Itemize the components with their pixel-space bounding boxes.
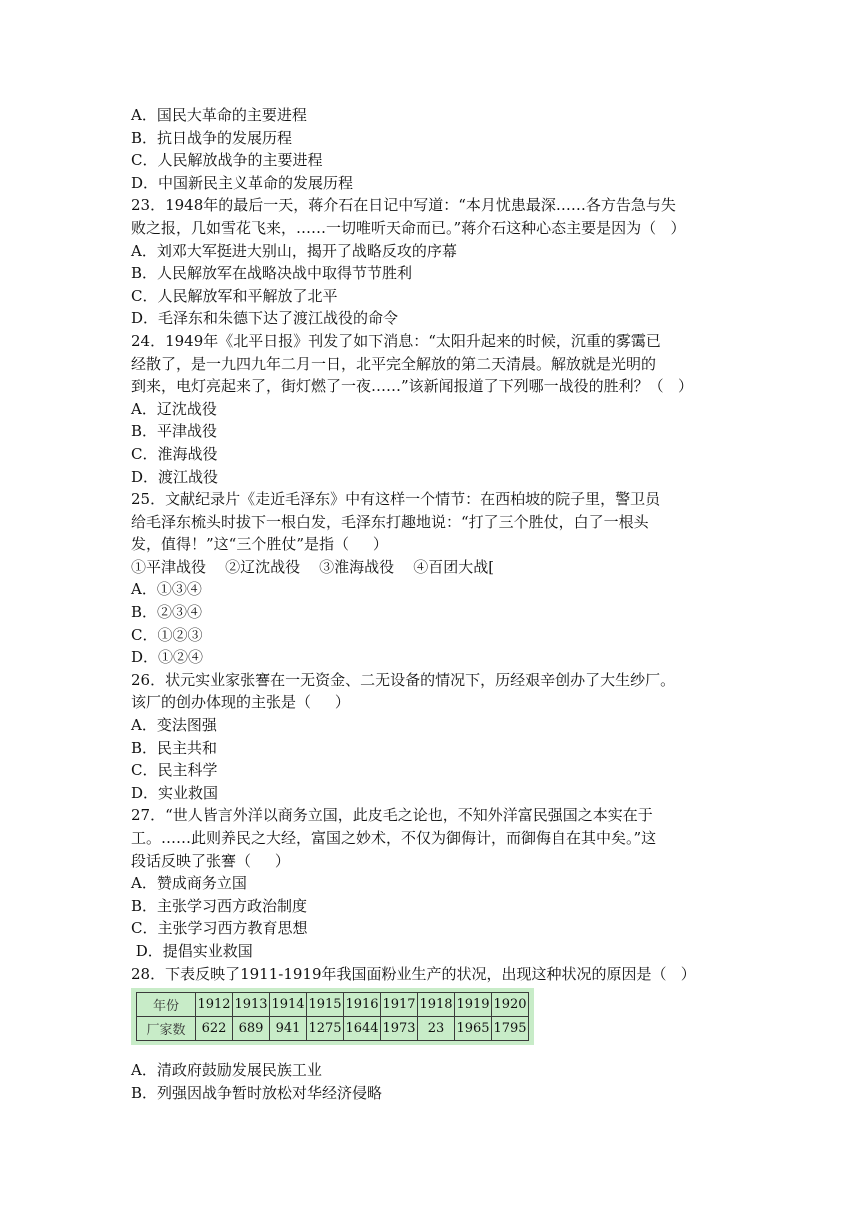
q27-option-b: B．主张学习西方政治制度 [131,896,308,915]
flour-mill-table-image [131,988,534,1045]
q23-stem-line1: 23．1948年的最后一天，蒋介石在日记中写道：“本月忧患最深……各方告急与失 [131,196,676,215]
table-cell-year: 1918 [418,993,455,1017]
q27-stem-line3: 段话反映了张謇（ ） [131,851,290,870]
q26-option-d: D．实业救国 [131,783,219,802]
q23-stem-line2: 败之报，几如雪花飞来，……一切唯听天命而已。”蒋介石这种心态主要是因为（ ） [131,218,686,237]
q28-stem-line1: 28．下表反映了1911-1919年我国面粉业生产的状况，出现这种状况的原因是（ ） [131,964,696,983]
table-cell-year: 1913 [233,993,270,1017]
table-cell-count: 1965 [455,1017,492,1041]
q23-option-a: A．刘邓大军挺进大别山，揭开了战略反攻的序幕 [131,241,457,260]
q24-option-c: C．淮海战役 [131,444,218,463]
table-cell-count: 1644 [344,1017,381,1041]
table-cell-count: 941 [270,1017,307,1041]
q24-option-b: B．平津战役 [131,422,218,441]
q26-option-a: A．变法图强 [131,716,217,735]
q26-stem-line1: 26．状元实业家张謇在一无资金、二无设备的情况下，历经艰辛创办了大生纱厂。 [131,670,676,689]
q27-option-a: A．赞成商务立国 [131,874,247,893]
table-cell-year: 1920 [492,993,529,1017]
table-header-year: 年份 [137,993,196,1017]
table-cell-count: 1973 [381,1017,418,1041]
q26-option-c: C．民主科学 [131,761,218,780]
table-cell-year: 1919 [455,993,492,1017]
q25-option-c: C．①②③ [131,625,203,644]
q26-stem-line2: 该厂的创办体现的主张是（ ） [131,693,350,712]
table-cell-count: 689 [233,1017,270,1041]
table-cell-year: 1915 [307,993,344,1017]
q23-option-d: D．毛泽东和朱德下达了渡江战役的命令 [131,309,399,328]
table-cell-count: 1275 [307,1017,344,1041]
document-page [131,104,741,1104]
q27-stem-line1: 27．“世人皆言外洋以商务立国，此皮毛之论也，不知外洋富民强国之本实在于 [131,806,653,825]
q27-option-d: D．提倡实业救国 [131,941,253,960]
table-header-count: 厂家数 [137,1017,196,1041]
table-cell-year: 1917 [381,993,418,1017]
q28-option-b: B．列强因战争暂时放松对华经济侵略 [131,1083,383,1102]
q27-option-c: C．主张学习西方教育思想 [131,919,308,938]
option-a-q22: A．国民大革命的主要进程 [131,106,307,124]
option-c-q22: C．人民解放战争的主要进程 [131,151,323,170]
q24-option-d: D．渡江战役 [131,467,219,486]
table-cell-count: 622 [196,1017,233,1041]
table-cell-year: 1914 [270,993,307,1017]
q24-stem-line1: 24．1949年《北平日报》刊发了如下消息：“太阳升起来的时候，沉重的雾霭已 [131,331,661,350]
q23-option-c: C．人民解放军和平解放了北平 [131,286,338,305]
table-cell-count: 23 [418,1017,455,1041]
q23-option-b: B．人民解放军在战略决战中取得节节胜利 [131,264,413,283]
q27-stem-line2: 工。……此则养民之大经，富国之妙术，不仅为御侮计，而御侮自在其中矣。”这 [131,829,657,847]
table-row-years [137,993,529,1017]
option-d-q22: D．中国新民主义革命的发展历程 [131,173,354,192]
table-cell-year: 1916 [344,993,381,1017]
table-cell-year: 1912 [196,993,233,1017]
table-cell-count: 1795 [492,1017,529,1041]
q24-stem-line3: 到来，电灯亮起来了，街灯燃了一夜……”该新闻报道了下列哪一战役的胜利？（ ） [131,377,693,396]
option-b-q22: B．抗日战争的发展历程 [131,128,293,147]
q25-stem-line2: 给毛泽东梳头时拔下一根白发，毛泽东打趣地说：“打了三个胜仗，白了一根头 [131,512,649,531]
q25-option-d: D．①②④ [131,648,204,667]
flour-mill-table [136,992,529,1041]
q24-stem-line2: 经散了，是一九四九年二月一日，北平完全解放的第二天清晨。解放就是光明的 [131,354,657,373]
q25-stem-line3: 发，值得！”这“三个胜仗”是指（ ） [131,535,388,554]
q26-option-b: B．民主共和 [131,738,218,757]
q24-option-a: A．辽沈战役 [131,399,217,418]
table-row-counts [137,1017,529,1041]
q25-choices: ①平津战役 ②辽沈战役 ③淮海战役 ④百团大战[ [131,557,495,576]
q25-option-b: B．②③④ [131,603,203,622]
q25-option-a: A．①③④ [131,580,202,599]
q28-option-a: A．清政府鼓励发展民族工业 [131,1061,322,1080]
q25-stem-line1: 25．文献纪录片《走近毛泽东》中有这样一个情节：在西柏坡的院子里，警卫员 [131,490,661,509]
